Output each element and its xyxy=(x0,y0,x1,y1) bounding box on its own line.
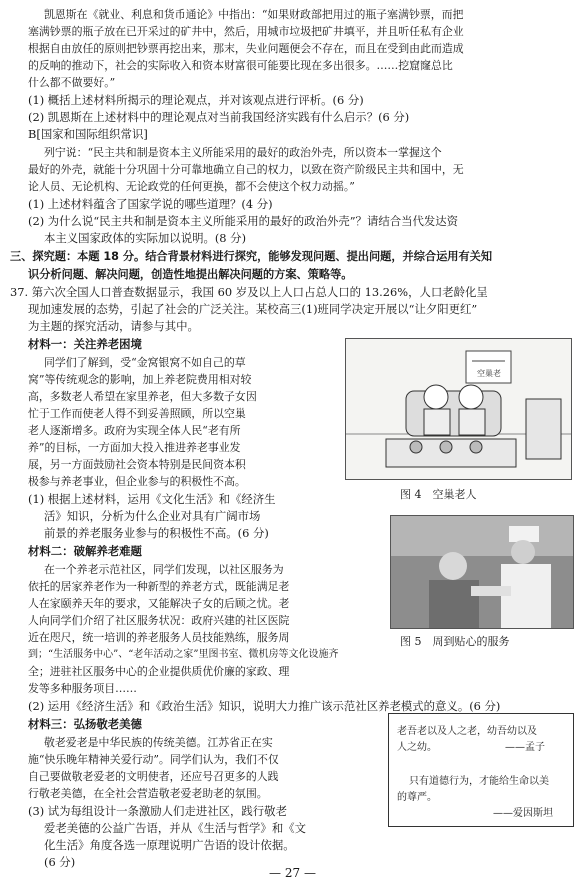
quote-box xyxy=(388,713,574,827)
section-b-question-2a: (2) 为什么说“民主共和制是资本主义所能采用的最好的政治外壳”？请结合当代发达资 xyxy=(28,214,459,228)
material-2-line: 近在咫尺，统一培训的养老服务人员技能熟练，服务周 xyxy=(28,631,290,644)
material-1-line: 极参与养老事业，但企业参与的积极性不高。 xyxy=(28,475,246,488)
section-b-question-1: (1) 上述材料蕴含了国家学说的哪些道理？(4 分) xyxy=(28,197,273,211)
section-b-heading: B[国家和国际组织常识] xyxy=(28,127,148,141)
q37-intro-line-2: 现加速发展的态势，引起了社会的广泛关注。某校高三(1)班同学决定开展以“让夕阳更红” xyxy=(28,302,478,316)
quote-mencius-line-1: 老吾老以及人之老，幼吾幼以及 xyxy=(397,726,537,737)
material-3-line: 自己要做敬老爱老的文明使者，还应号召更多的人践 xyxy=(28,770,279,783)
section-b-quote-line-3: 论人员、无论机构、无论政党的任何更换，都不会使这个权力动摇。” xyxy=(28,180,355,193)
material-2-line: 人向同学们介绍了社区服务状况：政府兴建的社区医院 xyxy=(28,614,290,627)
quote-einstein-line-1: 只有道德行为，才能给生命以美 xyxy=(409,776,549,787)
top-question-2: (2) 凯恩斯在上述材料中的理论观点对当前我国经济实践有什么启示？(6 分) xyxy=(28,110,410,124)
material-2-line: 到；“生活服务中心”、“老年活动之家”里图书室、微机房等文化设施齐 xyxy=(28,649,339,660)
material-2-line: 依托的居家养老作为一种新型的养老方式，既能满足老 xyxy=(28,580,290,593)
material-3-line: 行敬老美德，在全社会营造敬老爱老助老的氛围。 xyxy=(28,787,268,800)
section-three-line-1: 三、探究题：本题 18 分。结合背景材料进行探究，能够发现问题、提出问题，并综合运用有关知 xyxy=(10,250,493,263)
material-3-line: 施“快乐晚年精神关爱行动”。同学们认为，我们不仅 xyxy=(28,753,279,766)
top-quote-line-4: 的反响的推动下，社会的实际收入和资本财富很可能要比现在多出很多。……挖窟窿总比 xyxy=(28,59,453,72)
quote-mencius-source: ——孟子 xyxy=(505,742,545,753)
section-b-quote-line-2: 最好的外壳，就能十分巩固十分可靠地确立自己的权力，以致在资产阶级民主共和国中，无 xyxy=(28,163,464,176)
material-1-line: 高，多数老人希望在家里养老，但大多数子女因 xyxy=(28,390,257,403)
material-1-line: 养”的目标，一方面加大投入推进养老事业发 xyxy=(28,441,241,454)
empty-nest-cartoon xyxy=(346,339,571,479)
figure-4-image xyxy=(345,338,572,480)
top-quote-line-5: 什么都不做要好。” xyxy=(28,76,116,89)
section-b-quote-line-1: 列宁说：“民主共和制是资本主义所能采用的最好的政治外壳，所以资本一掌握这个 xyxy=(44,146,442,159)
material-1-line: 老人逐渐增多。政府为实现全体人民“老有所 xyxy=(28,424,241,437)
material-3-question: (6 分) xyxy=(44,855,76,869)
material-2-line: 在一个养老示范社区，同学们发现，以社区服务为 xyxy=(44,563,284,576)
material-1-title: 材料一：关注养老困境 xyxy=(28,337,142,351)
material-1-line: 忙于工作而使老人得不到妥善照顾，所以空巢 xyxy=(28,407,246,420)
material-1-line: 同学们了解到，受“金窝银窝不如自己的草 xyxy=(44,356,246,369)
material-3-question: 化生活》角度各选一原理说明广告语的设计依据。 xyxy=(44,838,295,852)
material-2-line: 发等多种服务项目…… xyxy=(28,682,137,695)
material-1-question: 活》知识，分析为什么企业对具有广阔市场 xyxy=(44,509,261,523)
service-photo xyxy=(391,516,573,628)
material-1-line: 窝”等传统观念的影响，加上养老院费用相对较 xyxy=(28,373,252,386)
material-3-line: 敬老爱老是中华民族的传统美德。江苏省正在实 xyxy=(44,736,273,749)
figure-4-caption: 图 4 空巢老人 xyxy=(400,488,477,501)
page-number: — 27 — xyxy=(269,866,316,880)
material-1-question: (1) 根据上述材料，运用《文化生活》和《经济生 xyxy=(28,492,276,506)
material-2-line: 全；进驻社区服务中心的企业提供质优价廉的家政、理 xyxy=(28,665,290,678)
top-quote-line-2: 塞满钞票的瓶子放在已开采过的矿井中，然后，用城市垃圾把矿井填平，并且听任私有企业 xyxy=(28,25,464,38)
material-3-title: 材料三：弘扬敬老美德 xyxy=(28,717,142,731)
quote-mencius-line-2: 人之幼。 xyxy=(397,742,437,753)
material-2-title: 材料二：破解养老难题 xyxy=(28,544,142,558)
material-1-line: 展，另一方面鼓励社会资本特别是民间资本积 xyxy=(28,458,246,471)
section-three-line-2: 识分析问题、解决问题，创造性地提出解决问题的方案、策略等。 xyxy=(28,268,353,281)
material-3-question: 爱老美德的公益广告语，并从《生活与哲学》和《文 xyxy=(44,821,306,835)
material-2-question: (2) 运用《经济生活》和《政治生活》知识，说明大力推广该示范社区养老模式的意义。(6 分) xyxy=(28,699,501,713)
material-1-question: 前景的养老服务业参与的积极性不高。(6 分) xyxy=(44,526,269,540)
figure-4-sign-text: 空巢老 xyxy=(477,369,501,378)
quote-einstein-line-2: 的尊严。 xyxy=(397,792,437,803)
q37-intro-line-1: 37. 第六次全国人口普查数据显示，我国 60 岁及以上人口占总人口的 13.26%，人口老龄化呈 xyxy=(10,285,488,299)
quote-einstein-source: ——爱因斯坦 xyxy=(493,808,553,819)
q37-intro-line-3: 为主题的探究活动，请参与其中。 xyxy=(28,319,199,333)
section-b-question-2b: 本主义国家政体的实际加以说明。(8 分) xyxy=(44,231,247,245)
material-2-line: 人在家颐养天年的要求，又能解决子女的后顾之忧。老 xyxy=(28,597,290,610)
material-3-question: (3) 试为每组设计一条激励人们走进社区，践行敬老 xyxy=(28,804,287,818)
figure-5-image xyxy=(390,515,574,629)
top-quote-line-1: 凯恩斯在《就业、利息和货币通论》中指出：“如果财政部把用过的瓶子塞满钞票，而把 xyxy=(44,8,464,21)
figure-5-caption: 图 5 周到贴心的服务 xyxy=(400,635,510,648)
top-question-1: (1) 概括上述材料所揭示的理论观点，并对该观点进行评析。(6 分) xyxy=(28,93,364,107)
top-quote-line-3: 根据自由放任的原则把钞票再挖出来，那末，失业问题便会不存在，而且在受到由此而造成 xyxy=(28,42,464,55)
